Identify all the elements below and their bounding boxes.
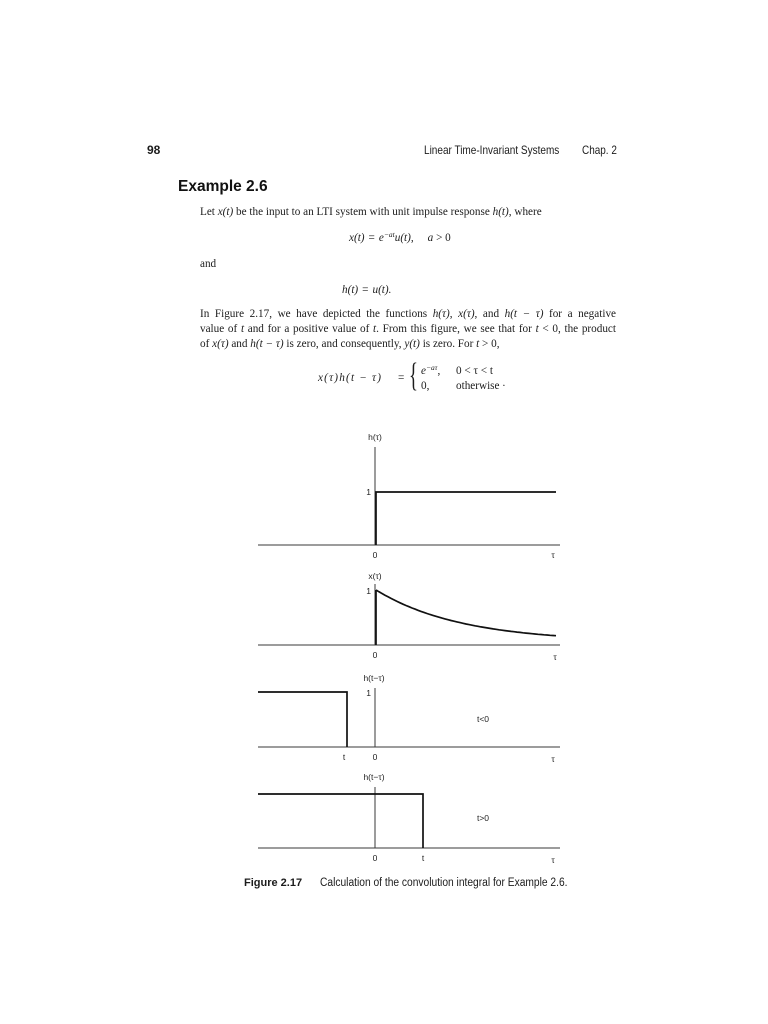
panel-1-ylabel: h(τ) (368, 432, 382, 442)
equals-sign: = (362, 284, 369, 296)
paragraph-math: x(τ) (458, 308, 475, 320)
piecewise-brace: { (409, 357, 418, 394)
panel-1-origin-label: 0 (372, 550, 378, 560)
equation-rhs: u(t). (372, 284, 392, 296)
paragraph-text: is zero. For (419, 338, 477, 350)
panel-h-t-minus-tau-negative (258, 673, 560, 764)
example-title: Example 2.6 (178, 178, 268, 195)
exp-base: e (378, 232, 384, 244)
paragraph-math: t (373, 323, 377, 335)
intro-line (200, 205, 542, 219)
paragraph-line (200, 322, 616, 336)
paragraph-math: h(t − τ) (250, 338, 284, 350)
paragraph-text: , and (474, 308, 505, 320)
paragraph-text: value of (200, 323, 241, 335)
paragraph-text: In Figure 2.17, we have depicted the functions (200, 308, 433, 320)
paragraph-text: < 0, the product (538, 323, 617, 335)
paragraph-text: for a negative (543, 308, 617, 320)
paragraph-line (200, 307, 616, 321)
paragraph-math: y(t) (404, 338, 420, 350)
figure-2-17 (240, 425, 580, 870)
panel-2-origin-label: 0 (372, 650, 378, 660)
piecewise-case-2-value: 0, (421, 380, 430, 392)
otherwise-text: otherwise (456, 380, 500, 392)
paragraph-text: of (200, 338, 213, 350)
panel-1-axis-label: τ (551, 550, 555, 560)
panel-4-axis-label: τ (551, 855, 555, 865)
intro-math: h(t) (492, 206, 509, 218)
panel-h-t-minus-tau-positive (258, 772, 560, 865)
panel-4-ylabel: h(t−τ) (363, 772, 385, 782)
exp-exponent: −aτ (425, 363, 438, 372)
panel-4-origin-label: 0 (372, 853, 378, 863)
equals-sign: = (368, 232, 375, 244)
exp-exponent: −at (383, 230, 395, 239)
equation-lhs: h(t) (342, 284, 359, 296)
condition-relation: > 0 (433, 232, 451, 244)
panel-x-tau (258, 571, 560, 662)
intro-text: , where (508, 206, 542, 218)
case-comma: , (437, 365, 441, 377)
intro-text: be the input to an LTI system with unit impulse response (233, 206, 493, 218)
exp-base: e (421, 365, 426, 377)
paragraph-text: and for a positive value of (244, 323, 374, 335)
figure-caption-text: Calculation of the convolution integral for Example 2.6. (320, 877, 568, 889)
paragraph-math: t (240, 323, 245, 335)
condition-variable: a (427, 232, 434, 244)
equation-impulse-response (342, 283, 391, 297)
figure-caption-label: Figure 2.17 (244, 877, 303, 889)
panel-3-axis-label: τ (551, 754, 555, 764)
panel-4-reflected-step-curve (258, 794, 423, 848)
paragraph-math: h(t − τ) (504, 308, 544, 320)
panel-2-axis-label: τ (553, 652, 557, 662)
equals-sign: = (398, 372, 405, 384)
paragraph-math: x(τ) (212, 338, 229, 350)
paragraph-text: and (228, 338, 251, 350)
panel-2-level-label: 1 (366, 586, 371, 596)
running-title: Linear Time-Invariant Systems (424, 143, 560, 157)
paragraph-text: > 0, (479, 338, 500, 350)
chapter-label: Chap. 2 (582, 143, 617, 157)
paragraph-math: h(τ) (432, 308, 450, 320)
panel-4-case-label: t>0 (476, 813, 490, 823)
panel-3-ylabel: h(t−τ) (363, 673, 385, 683)
paragraph-math: t (535, 323, 539, 335)
page-number: 98 (147, 143, 161, 157)
piecewise-lhs: x(τ)h(t − τ) (318, 372, 383, 384)
panel-1-unit-step-curve (376, 492, 556, 545)
step-factor: u(t), (394, 232, 414, 244)
paragraph-math: t (476, 338, 480, 350)
panel-3-origin-label: 0 (372, 752, 378, 762)
panel-4-t-label: t (421, 853, 425, 863)
panel-3-t-label: t (342, 752, 346, 762)
panel-3-case-label: t<0 (476, 714, 490, 724)
panel-2-ylabel: x(τ) (368, 571, 382, 581)
paragraph-text: . From this figure, we see that for (376, 323, 536, 335)
paragraph-text: is zero, and consequently, (283, 338, 405, 350)
piecewise-case-1-value (421, 364, 440, 379)
panel-h-tau (258, 432, 560, 560)
piecewise-case-1-condition: 0 < τ < t (456, 365, 494, 377)
panel-2-decay-curve (376, 590, 556, 636)
panel-3-reflected-step-curve (258, 692, 347, 747)
panel-3-level-label: 1 (366, 688, 371, 698)
piecewise-case-2-condition (456, 379, 505, 393)
connector-text: and (200, 258, 217, 270)
equation-lhs: x(t) (349, 232, 365, 244)
paragraph-line (200, 337, 616, 351)
equation-input-signal (349, 231, 451, 246)
paragraph-text: , (449, 308, 459, 320)
equation-end-period: . (502, 377, 506, 389)
intro-text: Let (200, 206, 218, 218)
intro-math: x(t) (217, 206, 234, 218)
panel-1-level-label: 1 (366, 487, 371, 497)
